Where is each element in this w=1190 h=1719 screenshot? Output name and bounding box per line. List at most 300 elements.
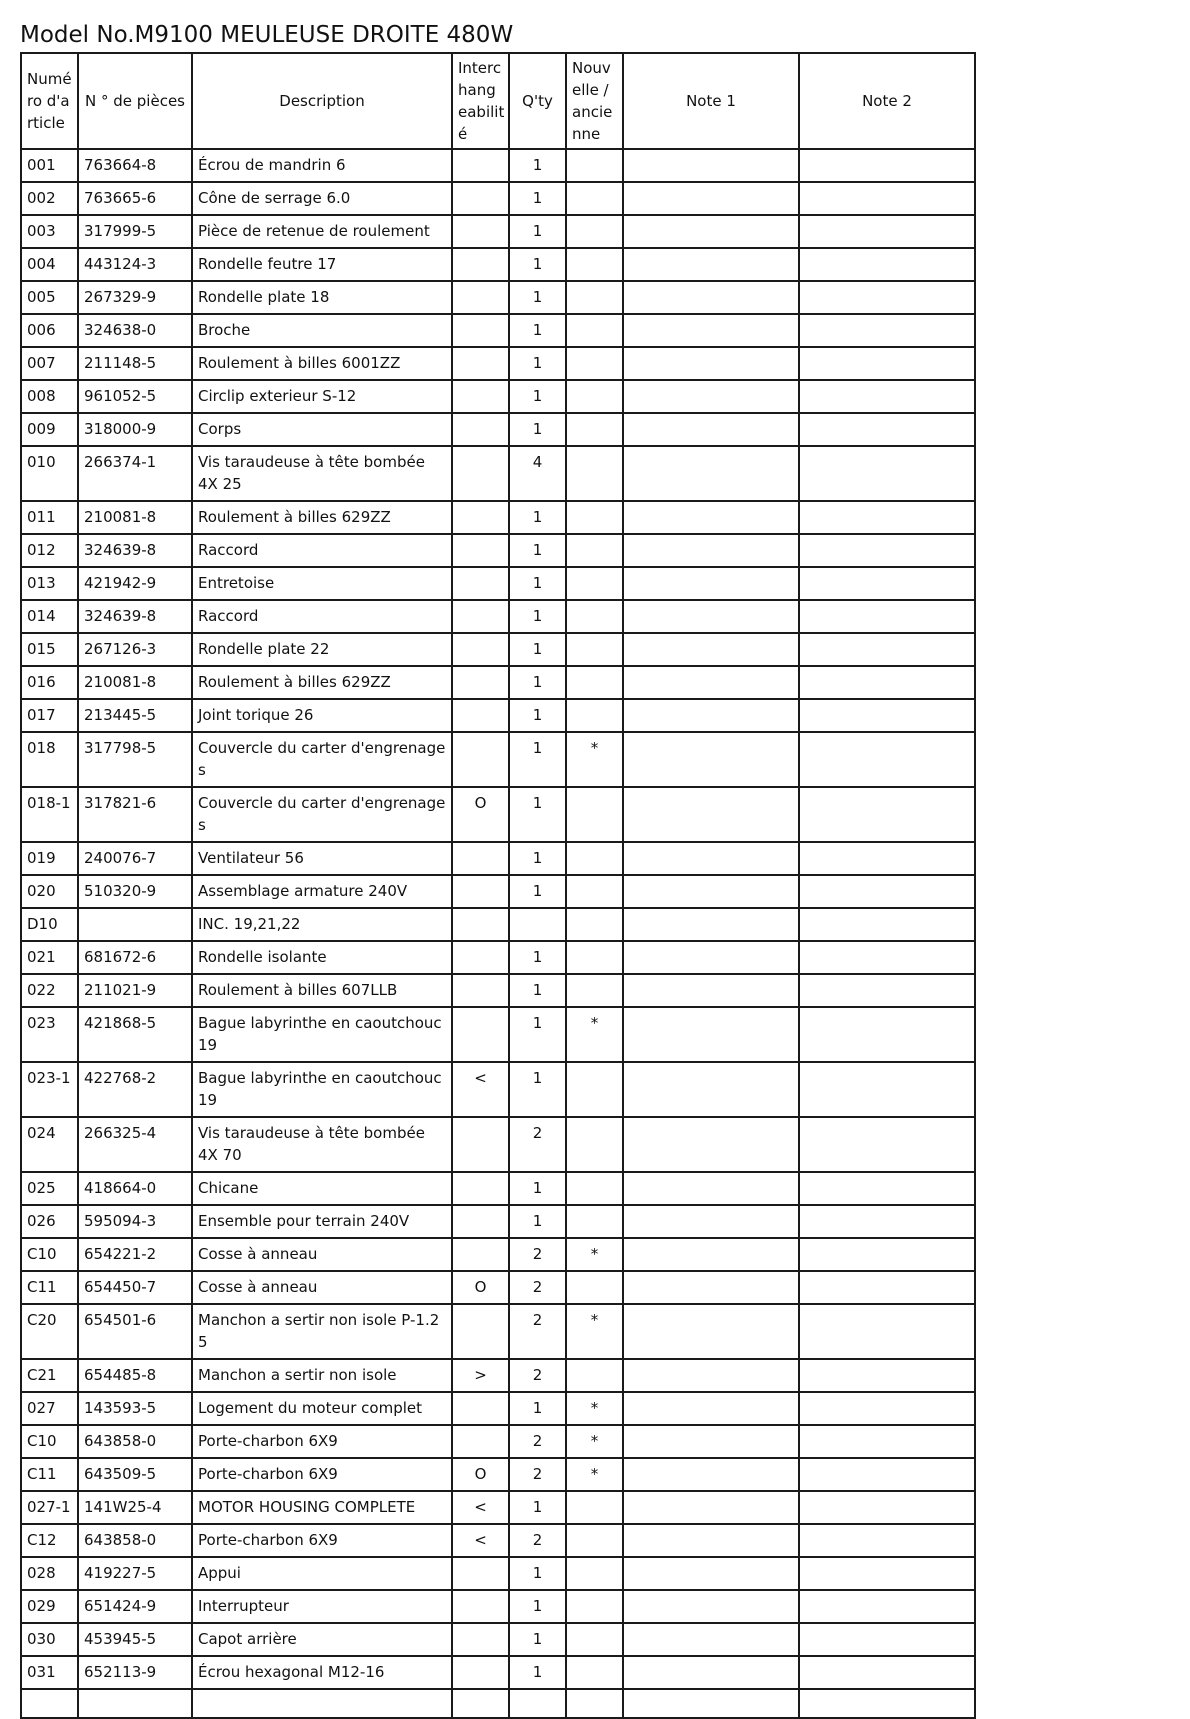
cell-note-1 [623, 875, 799, 908]
table-row [21, 413, 975, 446]
table-row [21, 380, 975, 413]
cell-note-1 [623, 633, 799, 666]
cell-note-1 [623, 149, 799, 182]
cell-quantity: 2 [509, 1359, 566, 1392]
cell-interchangeability [452, 347, 509, 380]
cell-description: Appui [192, 1557, 452, 1590]
cell-note-1 [623, 314, 799, 347]
cell-interchangeability [452, 875, 509, 908]
cell-quantity: 1 [509, 347, 566, 380]
cell-description: Roulement à billes 607LLB [192, 974, 452, 1007]
cell-quantity: 2 [509, 1238, 566, 1271]
cell-quantity: 2 [509, 1271, 566, 1304]
cell-note-2 [799, 314, 975, 347]
table-row [21, 1623, 975, 1656]
header-part-number: N ° de pièces [78, 53, 192, 149]
table-row [21, 446, 975, 501]
cell-new-old [566, 1557, 623, 1590]
cell-new-old [566, 1491, 623, 1524]
table-row [21, 1656, 975, 1689]
cell-new-old [566, 1656, 623, 1689]
table-row [21, 974, 975, 1007]
parts-table [20, 52, 976, 1719]
cell-note-1 [623, 1458, 799, 1491]
cell-note-2 [799, 1062, 975, 1117]
cell-new-old [566, 182, 623, 215]
cell-note-2 [799, 1557, 975, 1590]
cell-item-number: C10 [21, 1425, 78, 1458]
cell-interchangeability: < [452, 1524, 509, 1557]
cell-note-1 [623, 1590, 799, 1623]
cell-interchangeability: O [452, 1271, 509, 1304]
cell-quantity: 1 [509, 1656, 566, 1689]
cell-part-number: 654485-8 [78, 1359, 192, 1392]
cell-description: Ventilateur 56 [192, 842, 452, 875]
cell-part-number: 595094-3 [78, 1205, 192, 1238]
cell-item-number: C11 [21, 1458, 78, 1491]
cell-note-2 [799, 787, 975, 842]
cell-quantity: 1 [509, 732, 566, 787]
cell-quantity: 1 [509, 314, 566, 347]
table-row [21, 149, 975, 182]
cell-interchangeability [452, 1238, 509, 1271]
cell-note-1 [623, 1238, 799, 1271]
cell-part-number: 317821-6 [78, 787, 192, 842]
cell-item-number: 008 [21, 380, 78, 413]
cell-note-1 [623, 787, 799, 842]
cell-note-1 [623, 1062, 799, 1117]
cell-note-1 [623, 1392, 799, 1425]
table-row [21, 1359, 975, 1392]
table-row [21, 1458, 975, 1491]
cell-description: Vis taraudeuse à tête bombée 4X 25 [192, 446, 452, 501]
cell-new-old [566, 974, 623, 1007]
cell-interchangeability [452, 215, 509, 248]
cell-note-2 [799, 149, 975, 182]
cell-note-2 [799, 501, 975, 534]
cell-item-number: 027 [21, 1392, 78, 1425]
cell-note-2 [799, 413, 975, 446]
cell-item-number: 030 [21, 1623, 78, 1656]
cell-part-number: 143593-5 [78, 1392, 192, 1425]
cell-note-2 [799, 875, 975, 908]
cell-note-2 [799, 347, 975, 380]
cell-interchangeability [452, 842, 509, 875]
cell-quantity: 2 [509, 1458, 566, 1491]
table-row [21, 1590, 975, 1623]
cell-item-number: 009 [21, 413, 78, 446]
cell-description: Bague labyrinthe en caoutchouc 19 [192, 1062, 452, 1117]
cell-quantity: 1 [509, 699, 566, 732]
empty-cell [623, 1689, 799, 1718]
cell-interchangeability [452, 248, 509, 281]
cell-interchangeability [452, 314, 509, 347]
cell-description: Écrou de mandrin 6 [192, 149, 452, 182]
cell-note-1 [623, 1557, 799, 1590]
cell-note-2 [799, 248, 975, 281]
cell-part-number: 211148-5 [78, 347, 192, 380]
table-row [21, 1557, 975, 1590]
cell-new-old [566, 215, 623, 248]
table-row [21, 1007, 975, 1062]
cell-new-old [566, 699, 623, 732]
cell-interchangeability [452, 1623, 509, 1656]
cell-interchangeability: O [452, 1458, 509, 1491]
cell-description: Manchon a sertir non isole P-1.2 5 [192, 1304, 452, 1359]
cell-item-number: 024 [21, 1117, 78, 1172]
cell-interchangeability [452, 413, 509, 446]
cell-new-old [566, 908, 623, 941]
cell-quantity: 1 [509, 248, 566, 281]
cell-description: Couvercle du carter d'engrenage s [192, 787, 452, 842]
cell-note-2 [799, 908, 975, 941]
table-row [21, 1271, 975, 1304]
cell-item-number: 017 [21, 699, 78, 732]
cell-quantity: 1 [509, 633, 566, 666]
cell-new-old: * [566, 1392, 623, 1425]
cell-item-number: 019 [21, 842, 78, 875]
cell-quantity: 1 [509, 842, 566, 875]
cell-description: Roulement à billes 629ZZ [192, 666, 452, 699]
cell-quantity: 1 [509, 974, 566, 1007]
cell-note-2 [799, 1172, 975, 1205]
cell-note-2 [799, 534, 975, 567]
cell-note-2 [799, 567, 975, 600]
cell-interchangeability: O [452, 787, 509, 842]
cell-note-1 [623, 1491, 799, 1524]
cell-note-1 [623, 600, 799, 633]
table-row [21, 281, 975, 314]
cell-description: Corps [192, 413, 452, 446]
cell-description: INC. 19,21,22 [192, 908, 452, 941]
cell-quantity: 1 [509, 600, 566, 633]
cell-new-old [566, 787, 623, 842]
cell-note-2 [799, 1238, 975, 1271]
cell-note-1 [623, 446, 799, 501]
cell-note-1 [623, 1007, 799, 1062]
cell-description: Raccord [192, 600, 452, 633]
cell-description: Vis taraudeuse à tête bombée 4X 70 [192, 1117, 452, 1172]
table-row [21, 1392, 975, 1425]
cell-note-2 [799, 1590, 975, 1623]
cell-part-number: 510320-9 [78, 875, 192, 908]
cell-part-number: 643858-0 [78, 1524, 192, 1557]
cell-description: Rondelle plate 18 [192, 281, 452, 314]
cell-item-number: 021 [21, 941, 78, 974]
cell-quantity: 1 [509, 215, 566, 248]
cell-description: Pièce de retenue de roulement [192, 215, 452, 248]
cell-description: Joint torique 26 [192, 699, 452, 732]
cell-note-2 [799, 1524, 975, 1557]
cell-interchangeability [452, 941, 509, 974]
cell-item-number: 020 [21, 875, 78, 908]
cell-part-number: 267126-3 [78, 633, 192, 666]
empty-cell [78, 1689, 192, 1718]
cell-note-1 [623, 842, 799, 875]
cell-note-1 [623, 1425, 799, 1458]
cell-part-number: 324639-8 [78, 534, 192, 567]
cell-interchangeability [452, 1304, 509, 1359]
cell-description: Logement du moteur complet [192, 1392, 452, 1425]
table-row [21, 248, 975, 281]
cell-new-old [566, 1524, 623, 1557]
empty-cell [509, 1689, 566, 1718]
cell-description: Raccord [192, 534, 452, 567]
cell-description: Porte-charbon 6X9 [192, 1524, 452, 1557]
cell-note-1 [623, 182, 799, 215]
table-row [21, 732, 975, 787]
cell-item-number: 012 [21, 534, 78, 567]
cell-description: Cône de serrage 6.0 [192, 182, 452, 215]
cell-interchangeability [452, 281, 509, 314]
cell-new-old [566, 1590, 623, 1623]
cell-note-2 [799, 1205, 975, 1238]
cell-new-old [566, 600, 623, 633]
cell-note-2 [799, 1271, 975, 1304]
cell-description: Circlip exterieur S-12 [192, 380, 452, 413]
cell-interchangeability: > [452, 1359, 509, 1392]
cell-note-1 [623, 347, 799, 380]
cell-note-2 [799, 666, 975, 699]
cell-description: Rondelle feutre 17 [192, 248, 452, 281]
cell-new-old: * [566, 1304, 623, 1359]
empty-cell [21, 1689, 78, 1718]
cell-part-number: 210081-8 [78, 666, 192, 699]
cell-quantity: 1 [509, 1623, 566, 1656]
cell-part-number: 654450-7 [78, 1271, 192, 1304]
cell-new-old [566, 149, 623, 182]
table-row [21, 1238, 975, 1271]
cell-quantity: 4 [509, 446, 566, 501]
table-row [21, 1062, 975, 1117]
table-row [21, 347, 975, 380]
cell-interchangeability [452, 567, 509, 600]
cell-item-number: 028 [21, 1557, 78, 1590]
cell-part-number: 443124-3 [78, 248, 192, 281]
cell-description: Rondelle isolante [192, 941, 452, 974]
cell-item-number: 025 [21, 1172, 78, 1205]
cell-quantity: 1 [509, 1590, 566, 1623]
cell-part-number: 652113-9 [78, 1656, 192, 1689]
cell-part-number: 643509-5 [78, 1458, 192, 1491]
table-row [21, 501, 975, 534]
cell-quantity: 1 [509, 1007, 566, 1062]
cell-note-2 [799, 1425, 975, 1458]
cell-item-number: 010 [21, 446, 78, 501]
cell-note-2 [799, 974, 975, 1007]
cell-new-old: * [566, 1458, 623, 1491]
cell-note-2 [799, 1117, 975, 1172]
cell-item-number: 018 [21, 732, 78, 787]
cell-note-2 [799, 732, 975, 787]
cell-note-1 [623, 281, 799, 314]
table-row [21, 215, 975, 248]
cell-item-number: 027-1 [21, 1491, 78, 1524]
cell-item-number: C21 [21, 1359, 78, 1392]
cell-item-number: 026 [21, 1205, 78, 1238]
cell-part-number: 318000-9 [78, 413, 192, 446]
cell-part-number: 211021-9 [78, 974, 192, 1007]
cell-description: Écrou hexagonal M12-16 [192, 1656, 452, 1689]
cell-item-number: 016 [21, 666, 78, 699]
cell-quantity: 1 [509, 1392, 566, 1425]
cell-part-number: 453945-5 [78, 1623, 192, 1656]
cell-description: Entretoise [192, 567, 452, 600]
cell-quantity: 2 [509, 1425, 566, 1458]
cell-part-number: 651424-9 [78, 1590, 192, 1623]
cell-item-number: 014 [21, 600, 78, 633]
cell-part-number: 324639-8 [78, 600, 192, 633]
cell-description: Cosse à anneau [192, 1238, 452, 1271]
cell-new-old [566, 501, 623, 534]
header-interchangeability: Interc hang eabilit é [452, 53, 509, 149]
header-description: Description [192, 53, 452, 149]
cell-part-number [78, 908, 192, 941]
cell-quantity: 1 [509, 149, 566, 182]
cell-part-number: 240076-7 [78, 842, 192, 875]
cell-description: Bague labyrinthe en caoutchouc 19 [192, 1007, 452, 1062]
cell-part-number: 418664-0 [78, 1172, 192, 1205]
cell-description: Porte-charbon 6X9 [192, 1458, 452, 1491]
cell-part-number: 317798-5 [78, 732, 192, 787]
cell-note-1 [623, 974, 799, 1007]
cell-note-1 [623, 1359, 799, 1392]
cell-item-number: 011 [21, 501, 78, 534]
cell-note-1 [623, 666, 799, 699]
cell-part-number: 763665-6 [78, 182, 192, 215]
cell-note-1 [623, 1117, 799, 1172]
cell-item-number: 018-1 [21, 787, 78, 842]
cell-note-1 [623, 1172, 799, 1205]
cell-new-old [566, 875, 623, 908]
cell-part-number: 421942-9 [78, 567, 192, 600]
empty-cell [452, 1689, 509, 1718]
header-row [21, 53, 975, 149]
cell-interchangeability [452, 1590, 509, 1623]
cell-new-old: * [566, 1425, 623, 1458]
cell-quantity: 1 [509, 666, 566, 699]
header-quantity: Q'ty [509, 53, 566, 149]
cell-description: Cosse à anneau [192, 1271, 452, 1304]
cell-new-old [566, 248, 623, 281]
cell-quantity: 1 [509, 787, 566, 842]
cell-quantity: 1 [509, 501, 566, 534]
cell-note-2 [799, 600, 975, 633]
cell-quantity [509, 908, 566, 941]
cell-description: Roulement à billes 6001ZZ [192, 347, 452, 380]
table-row [21, 842, 975, 875]
cell-description: Porte-charbon 6X9 [192, 1425, 452, 1458]
cell-interchangeability [452, 908, 509, 941]
cell-note-1 [623, 215, 799, 248]
cell-part-number: 681672-6 [78, 941, 192, 974]
cell-part-number: 324638-0 [78, 314, 192, 347]
cell-item-number: 029 [21, 1590, 78, 1623]
cell-item-number: 023 [21, 1007, 78, 1062]
cell-description: Manchon a sertir non isole [192, 1359, 452, 1392]
cell-quantity: 1 [509, 1491, 566, 1524]
cell-note-1 [623, 908, 799, 941]
cell-new-old [566, 567, 623, 600]
cell-new-old [566, 1117, 623, 1172]
cell-new-old [566, 666, 623, 699]
cell-note-1 [623, 413, 799, 446]
cell-note-2 [799, 281, 975, 314]
cell-part-number: 419227-5 [78, 1557, 192, 1590]
empty-cell [192, 1689, 452, 1718]
cell-new-old: * [566, 1238, 623, 1271]
cell-note-2 [799, 215, 975, 248]
cell-item-number: 001 [21, 149, 78, 182]
cell-part-number: 763664-8 [78, 149, 192, 182]
cell-note-1 [623, 1623, 799, 1656]
cell-quantity: 1 [509, 875, 566, 908]
cell-part-number: 643858-0 [78, 1425, 192, 1458]
empty-cell [799, 1689, 975, 1718]
cell-description: Ensemble pour terrain 240V [192, 1205, 452, 1238]
cell-description: Roulement à billes 629ZZ [192, 501, 452, 534]
cell-interchangeability: < [452, 1062, 509, 1117]
cell-note-2 [799, 1458, 975, 1491]
header-note-1: Note 1 [623, 53, 799, 149]
cell-interchangeability [452, 1007, 509, 1062]
cell-part-number: 210081-8 [78, 501, 192, 534]
cell-note-1 [623, 380, 799, 413]
cell-new-old: * [566, 732, 623, 787]
cell-item-number: C11 [21, 1271, 78, 1304]
cell-description: Assemblage armature 240V [192, 875, 452, 908]
cell-note-1 [623, 941, 799, 974]
cell-quantity: 1 [509, 1557, 566, 1590]
table-row [21, 1304, 975, 1359]
table-row [21, 534, 975, 567]
table-row-empty [21, 1689, 975, 1718]
table-row [21, 875, 975, 908]
cell-note-1 [623, 1205, 799, 1238]
empty-cell [566, 1689, 623, 1718]
cell-part-number: 266374-1 [78, 446, 192, 501]
cell-interchangeability: < [452, 1491, 509, 1524]
cell-description: Rondelle plate 22 [192, 633, 452, 666]
cell-item-number: 023-1 [21, 1062, 78, 1117]
cell-new-old [566, 534, 623, 567]
cell-part-number: 961052-5 [78, 380, 192, 413]
cell-new-old [566, 314, 623, 347]
cell-new-old [566, 1271, 623, 1304]
cell-item-number: C20 [21, 1304, 78, 1359]
cell-new-old [566, 1623, 623, 1656]
cell-quantity: 2 [509, 1117, 566, 1172]
cell-item-number: 006 [21, 314, 78, 347]
cell-quantity: 1 [509, 380, 566, 413]
table-row [21, 1117, 975, 1172]
table-row [21, 908, 975, 941]
table-row [21, 699, 975, 732]
table-row [21, 1524, 975, 1557]
cell-note-2 [799, 842, 975, 875]
cell-note-2 [799, 1392, 975, 1425]
cell-interchangeability [452, 600, 509, 633]
cell-item-number: C12 [21, 1524, 78, 1557]
cell-item-number: 013 [21, 567, 78, 600]
cell-new-old [566, 347, 623, 380]
cell-item-number: 022 [21, 974, 78, 1007]
cell-part-number: 267329-9 [78, 281, 192, 314]
cell-interchangeability [452, 974, 509, 1007]
cell-interchangeability [452, 1117, 509, 1172]
header-note-2: Note 2 [799, 53, 975, 149]
cell-note-2 [799, 699, 975, 732]
